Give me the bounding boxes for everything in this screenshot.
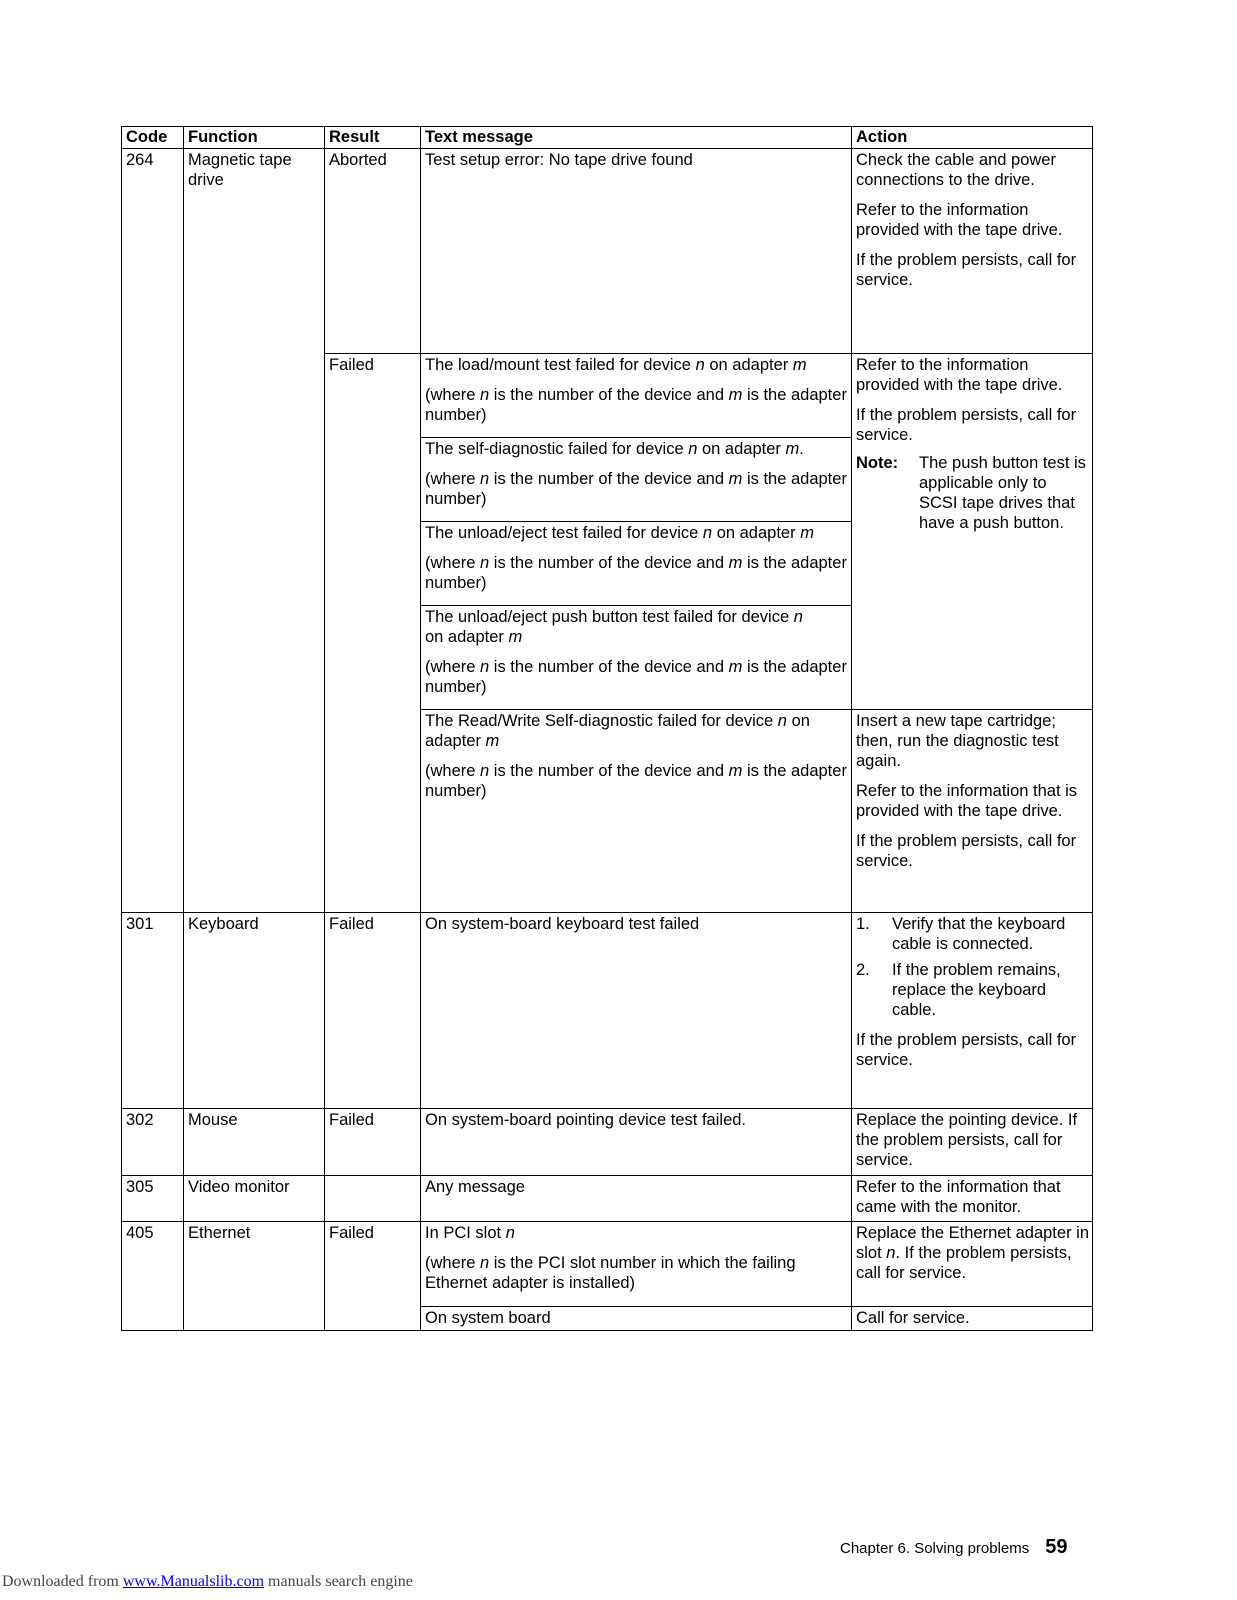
list-item: 2. If the problem remains, replace the keyboard cable. <box>856 961 1061 1019</box>
table-row <box>122 1176 1093 1222</box>
code-cell: 305 <box>122 1176 184 1222</box>
text-message-cell: In PCI slot n (where n is the PCI slot number in which the failing Ethernet adapter is installed) <box>421 1222 852 1307</box>
header-code: Code <box>122 127 184 149</box>
action-cell: Replace the pointing device. If the problem persists, call for service. <box>852 1109 1093 1176</box>
action-cell: Insert a new tape cartridge; then, run the diagnostic test again. Refer to the information that is provided with the tape drive. If the problem persists, call for service. <box>852 710 1093 913</box>
text-message-cell: The unload/eject push button test failed for device n on adapter m (where n is the number of the device and m is the adapter number) <box>421 606 852 710</box>
text-message-cell: On system board <box>421 1307 852 1331</box>
function-cell: Magnetic tape drive <box>184 149 325 913</box>
function-cell: Video monitor <box>184 1176 325 1222</box>
action-cell: Refer to the information that came with the monitor. <box>852 1176 1093 1222</box>
code-cell: 264 <box>122 149 184 913</box>
result-cell: Failed <box>325 1109 421 1176</box>
manualslib-link[interactable]: www.Manualslib.com <box>122 1573 265 1590</box>
result-cell: Aborted <box>325 149 421 354</box>
header-text-message: Text message <box>421 127 852 149</box>
text-message-cell: The Read/Write Self-diagnostic failed for device n on adapter m (where n is the number of the device and m is the adapter number) <box>421 710 852 913</box>
result-cell: Failed <box>325 1222 421 1331</box>
table-row <box>122 1222 1093 1307</box>
list-item: 1. Verify that the keyboard cable is connected. <box>856 915 1066 953</box>
action-cell: Call for service. <box>852 1307 1093 1331</box>
action-cell: Check the cable and power connections to the drive. Refer to the information provided with the tape drive. If the problem persists, call for service. <box>852 149 1093 354</box>
text-message-cell: On system-board keyboard test failed <box>421 913 852 1109</box>
note <box>856 453 1089 533</box>
table-row <box>122 913 1093 1109</box>
text-message-cell: The load/mount test failed for device n on adapter m (where n is the number of the device and m is the adapter number) <box>421 354 852 438</box>
result-cell <box>325 1176 421 1222</box>
table-row <box>122 1109 1093 1176</box>
action-cell: Replace the Ethernet adapter in slot n. If the problem persists, call for service. <box>852 1222 1093 1307</box>
text-message-cell: On system-board pointing device test failed. <box>421 1109 852 1176</box>
function-cell: Keyboard <box>184 913 325 1109</box>
header-function: Function <box>184 127 325 149</box>
chapter-title: Chapter 6. Solving problems <box>840 1540 1030 1557</box>
code-cell: 301 <box>122 913 184 1109</box>
header-action: Action <box>852 127 1093 149</box>
header-result: Result <box>325 127 421 149</box>
diagnostic-error-table <box>121 126 1093 1331</box>
action-cell: 1. Verify that the keyboard cable is connected. 2. If the problem remains, replace the keyboard cable. If the problem persists, call for service. <box>852 913 1093 1109</box>
download-banner: Downloaded from www.Manualslib.com manuals search engine <box>2 1573 413 1590</box>
result-cell: Failed <box>325 354 421 913</box>
text-message-cell: Any message <box>421 1176 852 1222</box>
page-number: 59 <box>1045 1536 1068 1558</box>
function-cell: Ethernet <box>184 1222 325 1331</box>
header-row <box>122 127 1093 149</box>
action-cell: Refer to the information provided with the tape drive. If the problem persists, call for service. Note: The push button test is applicable only to SCSI tape drives that have a push button. <box>852 354 1093 710</box>
code-cell: 302 <box>122 1109 184 1176</box>
text-message-cell: The unload/eject test failed for device n on adapter m (where n is the number of the device and m is the adapter number) <box>421 522 852 606</box>
text-message-cell: The self-diagnostic failed for device n on adapter m. (where n is the number of the device and m is the adapter number) <box>421 438 852 522</box>
steps-list <box>856 914 1089 1020</box>
text-message-cell: Test setup error: No tape drive found <box>421 149 852 354</box>
note-text: The push button test is applicable only to SCSI tape drives that have a push button. <box>919 454 1086 532</box>
note-label: Note: <box>856 454 899 472</box>
table-row <box>122 149 1093 354</box>
result-cell: Failed <box>325 913 421 1109</box>
function-cell: Mouse <box>184 1109 325 1176</box>
page-footer <box>840 1536 1068 1559</box>
code-cell: 405 <box>122 1222 184 1331</box>
